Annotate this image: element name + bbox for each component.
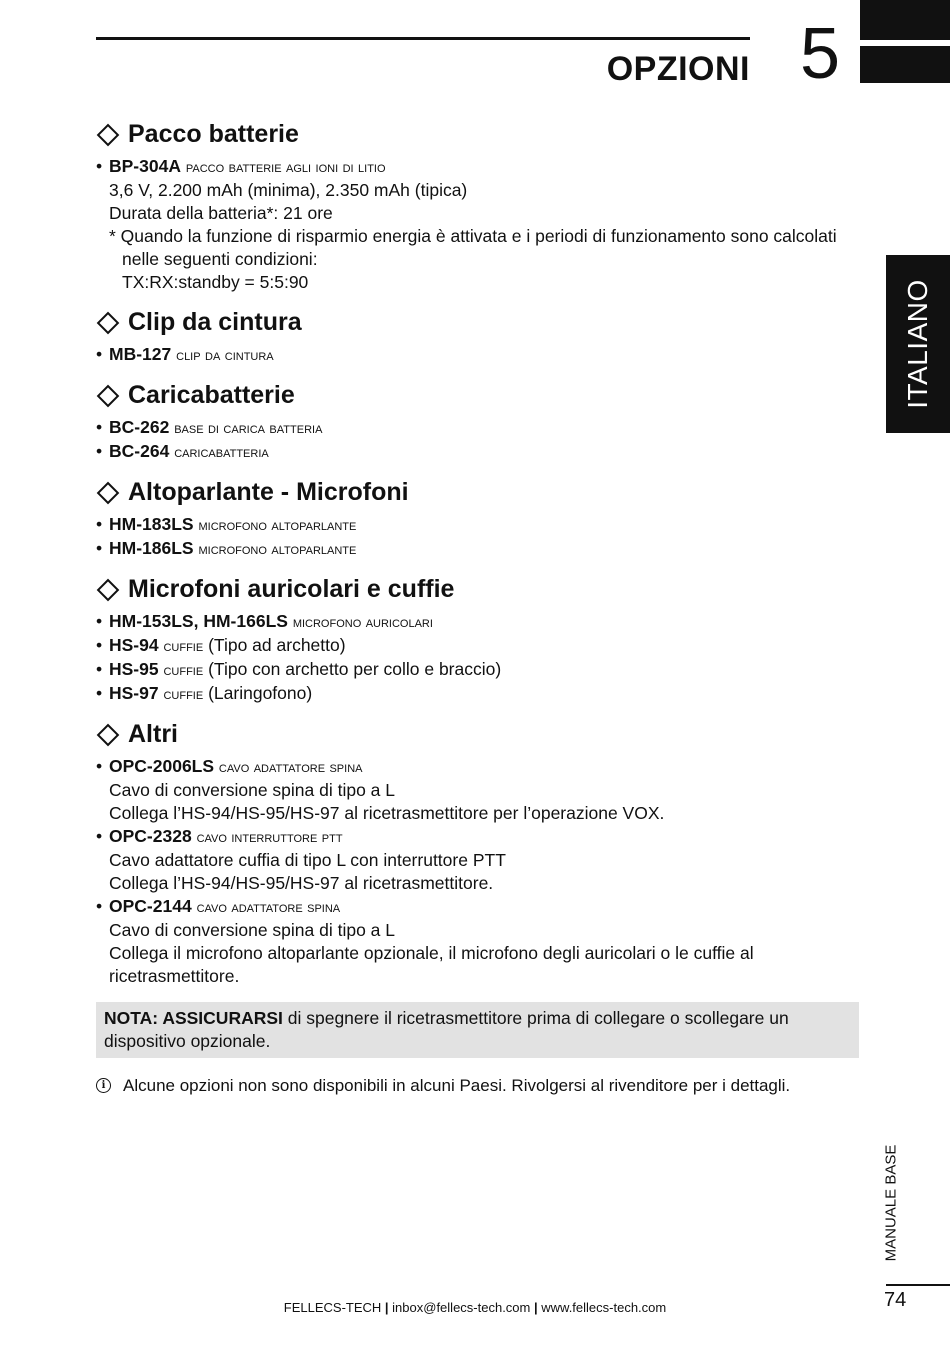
diamond-icon bbox=[97, 123, 120, 146]
section-heading: Pacco batterie bbox=[128, 120, 299, 148]
section-heading: Altoparlante - Microfoni bbox=[128, 478, 409, 506]
section-clip bbox=[96, 308, 866, 367]
language-tab bbox=[886, 255, 950, 433]
section-microfoni bbox=[96, 575, 866, 706]
info-icon: i bbox=[96, 1078, 111, 1093]
manual-label bbox=[876, 1140, 906, 1265]
note-box bbox=[96, 1002, 859, 1058]
item-desc: base di carica batteria bbox=[174, 420, 323, 437]
page-number-rule bbox=[886, 1284, 950, 1286]
item-desc: clip da cintura bbox=[176, 347, 274, 364]
section-caricabatterie bbox=[96, 381, 866, 464]
list-item bbox=[96, 658, 866, 682]
diamond-icon bbox=[97, 384, 120, 407]
item-extra: (Tipo con archetto per collo e braccio) bbox=[208, 659, 502, 679]
diamond-icon bbox=[97, 311, 120, 334]
item-code: HM-183LS bbox=[109, 514, 194, 534]
bullet-icon: • bbox=[96, 417, 103, 437]
chapter-tab-bar bbox=[860, 46, 950, 83]
item-desc: microfono altoparlante bbox=[198, 541, 357, 558]
item-code: HS-94 bbox=[109, 635, 159, 655]
bullet-icon: • bbox=[96, 756, 103, 776]
bullet-icon: • bbox=[96, 344, 103, 364]
item-desc: microfono altoparlante bbox=[198, 517, 357, 534]
bullet-icon: • bbox=[96, 441, 103, 461]
section-altri bbox=[96, 720, 866, 988]
section-heading: Caricabatterie bbox=[128, 381, 295, 409]
list-item bbox=[96, 895, 866, 919]
item-detail: Collega l’HS-94/HS-95/HS-97 al ricetrasmettitore. bbox=[109, 873, 494, 893]
item-desc: cuffie bbox=[163, 638, 204, 655]
list-item bbox=[96, 155, 866, 179]
bullet-icon: • bbox=[96, 826, 103, 846]
info-note bbox=[96, 1074, 866, 1097]
item-extra: (Laringofono) bbox=[208, 683, 313, 703]
footer-website: www.fellecs-tech.com bbox=[541, 1300, 667, 1315]
manual-label-text: MANUALE BASE bbox=[882, 1144, 900, 1261]
list-item bbox=[96, 610, 866, 634]
item-detail: Collega il microfono altoparlante opzionale, il microfono degli auricolari o le cuffie al ricetrasmettitore. bbox=[109, 943, 754, 986]
item-desc: cuffie bbox=[163, 662, 204, 679]
item-detail: 3,6 V, 2.200 mAh (minima), 2.350 mAh (tipica) bbox=[109, 180, 468, 200]
page-content bbox=[96, 120, 866, 1097]
item-desc: cuffie bbox=[163, 686, 204, 703]
footnote: * Quando la funzione di risparmio energia è attivata e i periodi di funzionamento sono calcolati nelle seguenti condizioni: bbox=[109, 226, 837, 269]
page-number: 74 bbox=[884, 1289, 907, 1311]
item-code: HM-153LS, HM-166LS bbox=[109, 611, 288, 631]
section-heading: Microfoni auricolari e cuffie bbox=[128, 575, 455, 603]
item-desc: cavo adattatore spina bbox=[196, 899, 341, 916]
item-code: HS-95 bbox=[109, 659, 159, 679]
item-code: HM-186LS bbox=[109, 538, 194, 558]
item-desc: microfono auricolari bbox=[292, 614, 433, 631]
list-item bbox=[96, 416, 866, 440]
list-item bbox=[96, 440, 866, 464]
bullet-icon: • bbox=[96, 683, 103, 703]
footer-separator: | bbox=[530, 1300, 542, 1315]
item-code: MB-127 bbox=[109, 344, 172, 364]
bullet-icon: • bbox=[96, 659, 103, 679]
chapter-title: OPZIONI bbox=[606, 50, 750, 88]
item-detail: Cavo di conversione spina di tipo a L bbox=[109, 780, 396, 800]
language-tab-label: ITALIANO bbox=[902, 279, 933, 409]
section-heading: Altri bbox=[128, 720, 178, 748]
item-code: BC-262 bbox=[109, 417, 170, 437]
section-heading: Clip da cintura bbox=[128, 308, 302, 336]
list-item bbox=[96, 537, 866, 561]
chapter-number: 5 bbox=[800, 14, 841, 94]
footnote-ratio: TX:RX:standby = 5:5:90 bbox=[122, 272, 309, 292]
chapter-tab-bar bbox=[860, 0, 950, 40]
diamond-icon bbox=[97, 578, 120, 601]
item-desc: cavo adattatore spina bbox=[218, 759, 363, 776]
list-item bbox=[96, 755, 866, 779]
footer-email: inbox@fellecs-tech.com bbox=[392, 1300, 531, 1315]
page-footer bbox=[0, 1300, 950, 1315]
item-desc: cavo interruttore ptt bbox=[196, 829, 343, 846]
item-extra: (Tipo ad archetto) bbox=[208, 635, 346, 655]
bullet-icon: • bbox=[96, 156, 103, 176]
section-altoparlante bbox=[96, 478, 866, 561]
item-code: OPC-2144 bbox=[109, 896, 192, 916]
note-text: di spegnere il ricetrasmettitore prima di collegare o scollegare un dispositivo opzionale. bbox=[104, 1008, 789, 1051]
bullet-icon: • bbox=[96, 896, 103, 916]
header-rule bbox=[96, 37, 750, 40]
list-item bbox=[96, 825, 866, 849]
bullet-icon: • bbox=[96, 538, 103, 558]
diamond-icon bbox=[97, 481, 120, 504]
item-detail: Durata della batteria*: 21 ore bbox=[109, 203, 333, 223]
bullet-icon: • bbox=[96, 611, 103, 631]
item-code: HS-97 bbox=[109, 683, 159, 703]
list-item bbox=[96, 513, 866, 537]
bullet-icon: • bbox=[96, 514, 103, 534]
item-detail: Cavo di conversione spina di tipo a L bbox=[109, 920, 396, 940]
section-pacco-batterie bbox=[96, 120, 866, 294]
item-code: BC-264 bbox=[109, 441, 170, 461]
item-detail: Collega l’HS-94/HS-95/HS-97 al ricetrasmettitore per l’operazione VOX. bbox=[109, 803, 665, 823]
footer-company: FELLECS-TECH bbox=[283, 1300, 382, 1315]
note-label: NOTA: ASSICURARSI bbox=[104, 1008, 283, 1028]
item-detail: Cavo adattatore cuffia di tipo L con interruttore PTT bbox=[109, 850, 506, 870]
item-desc: caricabatteria bbox=[174, 444, 269, 461]
info-text: Alcune opzioni non sono disponibili in alcuni Paesi. Rivolgersi al rivenditore per i dettagli. bbox=[123, 1076, 791, 1095]
item-desc: pacco batterie agli ioni di litio bbox=[185, 159, 386, 176]
list-item bbox=[96, 343, 866, 367]
item-code: OPC-2328 bbox=[109, 826, 192, 846]
footer-separator: | bbox=[381, 1300, 393, 1315]
list-item bbox=[96, 682, 866, 706]
item-code: OPC-2006LS bbox=[109, 756, 215, 776]
diamond-icon bbox=[97, 723, 120, 746]
list-item bbox=[96, 634, 866, 658]
bullet-icon: • bbox=[96, 635, 103, 655]
item-code: BP-304A bbox=[109, 156, 181, 176]
